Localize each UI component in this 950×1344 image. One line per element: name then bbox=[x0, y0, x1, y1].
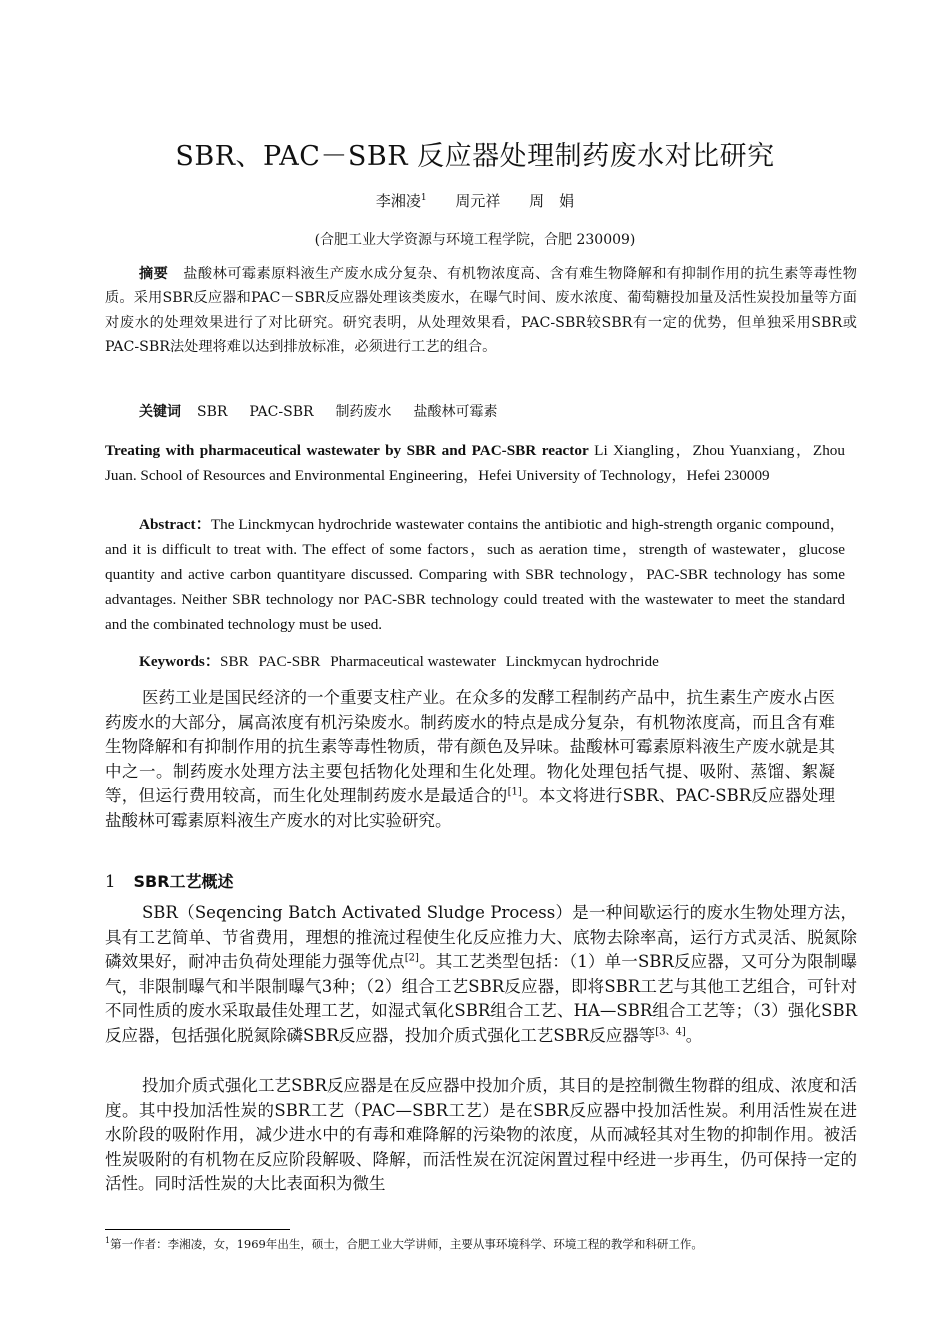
abstract-cn bbox=[105, 262, 857, 359]
intro-paragraph bbox=[105, 686, 835, 833]
body-paragraph bbox=[105, 901, 857, 1048]
footnote-divider bbox=[105, 1229, 290, 1230]
citation: [3、4] bbox=[655, 1026, 686, 1037]
section-heading bbox=[105, 869, 234, 892]
abstract-cn-text: 盐酸林可霉素原料液生产废水成分复杂、有机物浓度高、含有难生物降解和有抑制作用的抗生素等毒性物质。采用SBR反应器和PAC－SBR反应器处理该类废水，在曝气时间、废水浓度、葡萄糖投加量及活性炭投加量等方面对废水的处理效果进行了对比研究。研究表明，从处理效果看，PAC-SBR较SBR有一定的优势，但单独采用SBR或PAC-SBR法处理将难以达到排放标准，必须进行工艺的组合。 bbox=[105, 266, 857, 355]
citation: [1] bbox=[507, 786, 522, 798]
author-list bbox=[0, 190, 950, 211]
author-footnote-mark: 1 bbox=[420, 193, 427, 203]
keywords-cn-label: 关键词 bbox=[139, 404, 181, 420]
author: 李湘凌$^1$ bbox=[375, 192, 427, 210]
keyword: SBR bbox=[220, 653, 249, 670]
abstract-en bbox=[105, 512, 845, 637]
abstract-en-label: Abstract： bbox=[139, 516, 211, 533]
keyword: 盐酸林可霉素 bbox=[413, 404, 498, 420]
intro-text: 。本文将进行SBR、PAC-SBR反应器处理盐酸林可霉素原料液生产废水的对比实验研究。 bbox=[105, 786, 835, 830]
paper-title: SBR、PAC－SBR 反应器处理制药废水对比研究 bbox=[175, 141, 775, 172]
english-title: Treating with pharmaceutical wastewater by SBR and PAC-SBR reactor bbox=[105, 442, 589, 459]
abstract-cn-label: 摘要 bbox=[139, 266, 169, 282]
english-title-block bbox=[105, 438, 845, 488]
footnote-mark: 1 bbox=[105, 1236, 111, 1246]
paragraph-text: 。其工艺类型包括：（1）单一SBR反应器，又可分为限制曝气，非限制曝气和半限制曝气3种；（2）组合工艺SBR反应器，即将SBR工艺与其他工艺组合，可针对不同性质的废水采取最佳处理工艺，如湿式氧化SBR组合工艺、HA—SBR组合工艺等；（3）强化SBR反应器，包括强化脱氮除磷SBR反应器，投加介质式强化工艺SBR反应器等 bbox=[105, 952, 857, 1045]
footnote-text: 第一作者：李湘凌，女，1969年出生，硕士，合肥工业大学讲师，主要从事环境科学、环境工程的教学和科研工作。 bbox=[110, 1237, 703, 1251]
keyword: PAC-SBR bbox=[258, 653, 321, 670]
author: 周 娟 bbox=[529, 192, 575, 210]
keywords-en-label: Keywords： bbox=[139, 653, 220, 670]
section-title: SBR工艺概述 bbox=[133, 872, 234, 891]
keyword: SBR bbox=[197, 404, 228, 420]
paragraph-text: 。 bbox=[685, 1025, 703, 1045]
english-byline: Li Xiangling，Zhou Yuanxiang，Zhou Juan. School of Resources and Environmental Engineering，Hefei University of Technology，Hefei 230009 bbox=[105, 442, 845, 484]
keyword: Pharmaceutical wastewater bbox=[330, 653, 496, 670]
body-paragraph: 投加介质式强化工艺SBR反应器是在反应器中投加介质，其目的是控制微生物群的组成、浓度和活度。其中投加活性炭的SBR工艺（PAC—SBR工艺）是在SBR反应器中投加活性炭。利用活性炭在进水阶段的吸附作用，减少进水中的有毒和难降解的污染物的浓度，从而减轻其对生物的抑制作用。被活性炭吸附的有机物在反应阶段解吸、降解，而活性炭在沉淀闲置过程中经进一步再生，仍可保持一定的活性。同时活性炭的大比表面积为微生 bbox=[105, 1076, 857, 1193]
keyword: PAC-SBR bbox=[249, 404, 314, 420]
keywords-cn bbox=[105, 400, 891, 424]
author: 周元祥 bbox=[455, 192, 501, 210]
footnote bbox=[105, 1236, 703, 1252]
intro-text: 医药工业是国民经济的一个重要支柱产业。在众多的发酵工程制药产品中，抗生素生产废水占医药废水的大部分，属高浓度有机污染废水。制药废水的特点是成分复杂，有机物浓度高，而且含有难生物降解和有抑制作用的抗生素等毒性物质，带有颜色及异味。盐酸林可霉素原料液生产废水就是其中之一。制药废水处理方法主要包括物化处理和生化处理。物化处理包括气提、吸附、蒸馏、絮凝等，但运行费用较高，而生化处理制药废水是最适合的 bbox=[105, 688, 835, 805]
section-number: 1 bbox=[105, 872, 116, 891]
keywords-en bbox=[105, 649, 879, 674]
abstract-en-text: The Linckmycan hydrochride wastewater contains the antibiotic and high-strength organic compound，and it is difficult to treat with. The effect of some factors，such as aeration time，strength of wastewater，glucose quantity and active carbon quantityare discussed. Comparing with SBR technology，PAC-SBR technology has some advantages. Neither SBR technology nor PAC-SBR technology could treated with the wastewater to meet the standard and the combinated technology must be used. bbox=[105, 516, 845, 633]
keyword: Linckmycan hydrochride bbox=[505, 653, 659, 670]
affiliation: (合肥工业大学资源与环境工程学院，合肥 230009) bbox=[314, 232, 636, 248]
citation: [2] bbox=[404, 952, 419, 964]
paragraph-text: SBR（Seqencing Batch Activated Sludge Process）是一种间歇运行的废水生物处理方法，具有工艺简单、节省费用，理想的推流过程使生化反应推力大、底物去除率高，运行方式灵活、脱氮除磷效果好，耐冲击负荷处理能力强等优点 bbox=[105, 903, 857, 971]
keyword: 制药废水 bbox=[335, 404, 392, 420]
